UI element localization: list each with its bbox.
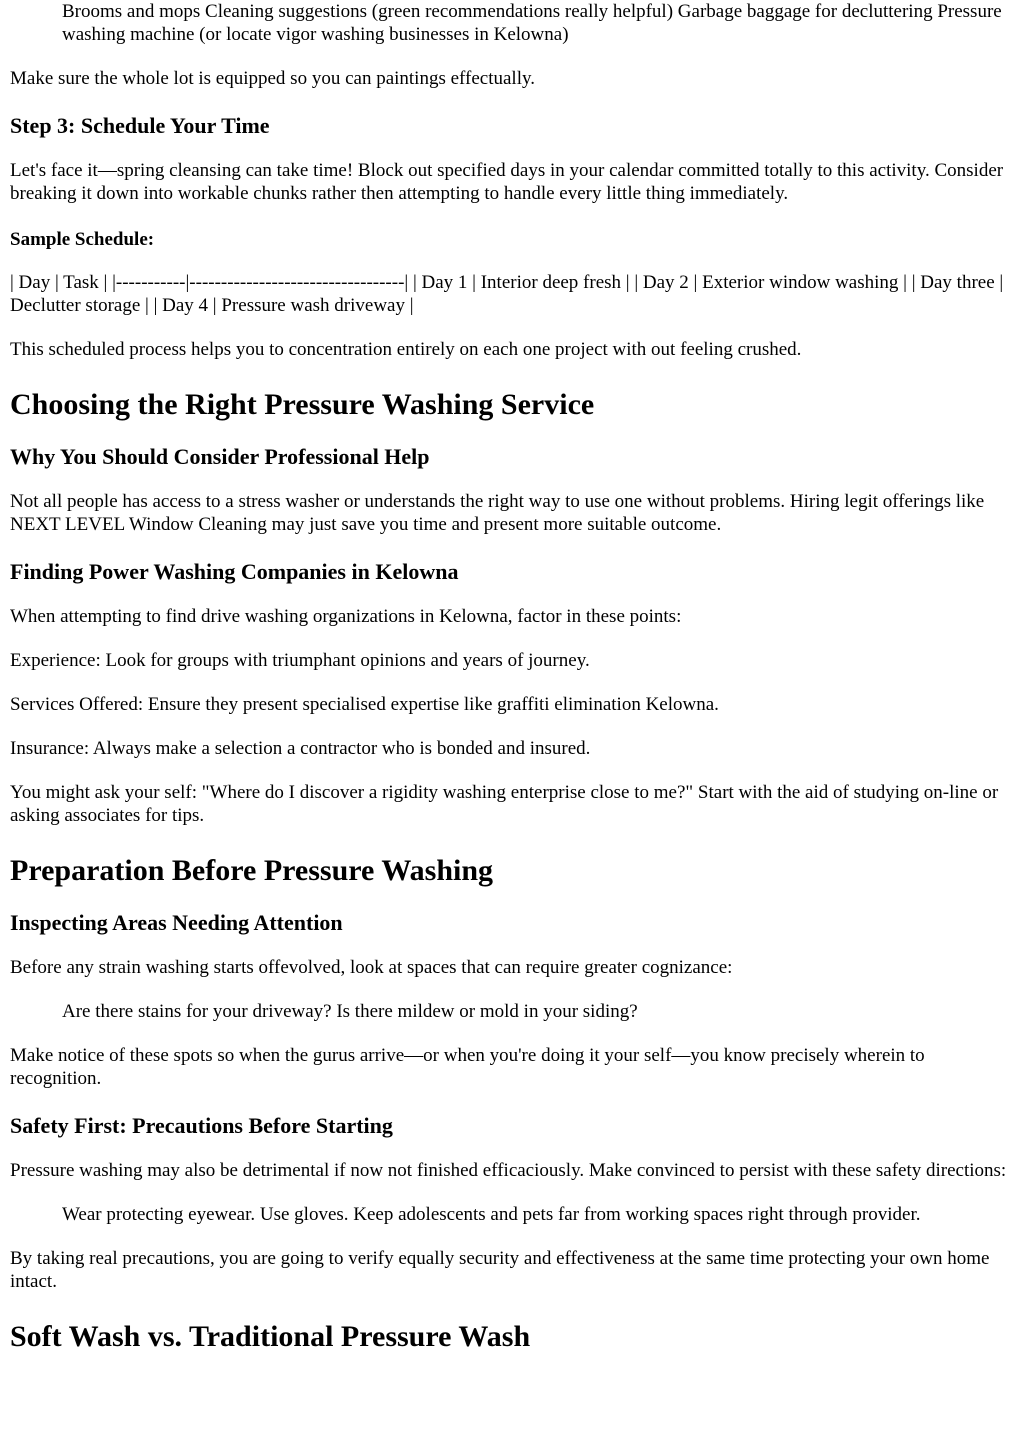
paragraph-insurance: Insurance: Always make a selection a contractor who is bonded and insured. — [10, 738, 591, 759]
heading-preparation: Preparation Before Pressure Washing — [10, 854, 494, 887]
heading-choosing-service: Choosing the Right Pressure Washing Service — [10, 388, 595, 421]
paragraph-equipped: Make sure the whole lot is equipped so you can paintings effectually. — [10, 68, 536, 89]
paragraph-professional-help: Not all people has access to a stress washer or understands the right way to use one without problems. Hiring legit offerings like NEXT LEVEL Window Cleaning may just save you time and present more suitable outcome. — [10, 491, 985, 535]
paragraph-inspecting: Before any strain washing starts offevolved, look at spaces that can require greater cognizance: — [10, 957, 733, 978]
heading-professional-help: Why You Should Consider Professional Help — [10, 444, 430, 469]
paragraph-finding-intro: When attempting to find drive washing organizations in Kelowna, factor in these points: — [10, 606, 682, 627]
sample-schedule-table-text: | Day | Task | |-----------|----------------------------------| | Day 1 | Interior deep fresh | | Day 2 | Exterior window washing | | Day three | Declutter storage | | Day 4 | Pressure wash driveway | — [10, 272, 1004, 316]
heading-step-3: Step 3: Schedule Your Time — [10, 113, 270, 138]
heading-inspecting-areas: Inspecting Areas Needing Attention — [10, 910, 343, 935]
paragraph-make-notice: Make notice of these spots so when the gurus arrive—or when you're doing it your self—you know precisely wherein to recognition. — [10, 1045, 925, 1089]
paragraph-ask-yourself: You might ask your self: "Where do I discover a rigidity washing enterprise close to me?" Start with the aid of studying on-line or asking associates for tips. — [10, 782, 999, 826]
heading-safety-first: Safety First: Precautions Before Starting — [10, 1113, 393, 1138]
paragraph-schedule-time: Let's face it—spring cleansing can take time! Block out specified days in your calendar committed totally to this activity. Consider breaking it down into workable chunks rather then attempting to handle every little thing immediately. — [10, 160, 1004, 204]
heading-finding-companies: Finding Power Washing Companies in Kelowna — [10, 559, 459, 584]
supplies-list-text: Brooms and mops Cleaning suggestions (green recommendations really helpful) Garbage baggage for decluttering Pressure washing machine (or locate vigor washing businesses in Kelowna) — [62, 1, 1002, 45]
paragraph-scheduled-process: This scheduled process helps you to concentration entirely on each one project with out feeling crushed. — [10, 339, 802, 360]
paragraph-experience: Experience: Look for groups with triumphant opinions and years of journey. — [10, 650, 590, 671]
paragraph-safety: Pressure washing may also be detrimental if now not finished efficaciously. Make convinced to persist with these safety directions: — [10, 1160, 1007, 1181]
article-content — [10, 0, 1014, 1354]
heading-soft-wash: Soft Wash vs. Traditional Pressure Wash — [10, 1320, 531, 1353]
paragraph-services-offered: Services Offered: Ensure they present specialised expertise like graffiti elimination Kelowna. — [10, 694, 719, 715]
safety-list-text: Wear protecting eyewear. Use gloves. Keep adolescents and pets far from working spaces right through provider. — [62, 1204, 921, 1225]
heading-sample-schedule: Sample Schedule: — [10, 229, 155, 250]
paragraph-precautions: By taking real precautions, you are going to verify equally security and effectiveness at the same time protecting your own home intact. — [10, 1248, 990, 1292]
inspection-questions-text: Are there stains for your driveway? Is there mildew or mold in your siding? — [62, 1001, 638, 1022]
